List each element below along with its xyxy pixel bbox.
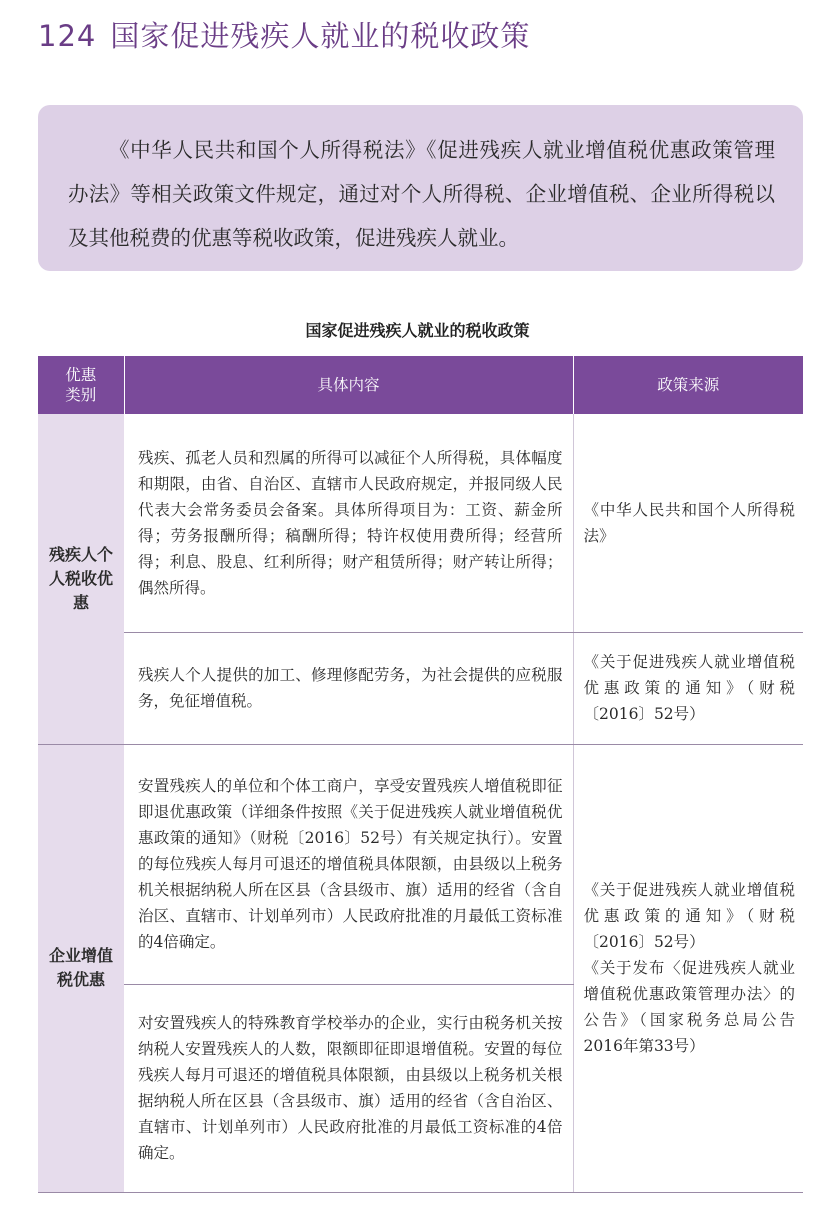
source-cell: 《关于促进残疾人就业增值税优惠政策的通知》（财税〔2016〕52号） [573, 632, 803, 744]
content-cell: 残疾人个人提供的加工、修理修配劳务，为社会提供的应税服务，免征增值税。 [124, 632, 573, 744]
intro-text: 《中华人民共和国个人所得税法》《促进残疾人就业增值税优惠政策管理办法》等相关政策文件规定，通过对个人所得税、企业增值税、企业所得税以及其他税费的优惠等税收政策，促进残疾人就业。 [68, 138, 775, 250]
table-caption: 国家促进残疾人就业的税收政策 [305, 321, 530, 340]
content-cell: 安置残疾人的单位和个体工商户，享受安置残疾人增值税即征即退优惠政策（详细条件按照《关于促进残疾人就业增值税优惠政策的通知》（财税〔2016〕52号）有关规定执行）。安置的每位残疾人每月可退还的增值税具体限额，由县级以上税务机关根据纳税人所在区县（含县级市、旗）适用的经省（含自治区、直辖市、计划单列市）人民政府批准的月最低工资标准的4倍确定。 [124, 744, 573, 984]
page-number: 124 [38, 19, 97, 53]
source-cell: 《中华人民共和国个人所得税法》 [573, 414, 803, 632]
page-heading: 国家促进残疾人就业的税收政策 [110, 19, 531, 53]
source-line: 《关于促进残疾人就业增值税优惠政策的通知》（财税〔2016〕52号） [583, 881, 795, 951]
table-row [38, 632, 803, 744]
table-row [38, 414, 803, 632]
category-cell: 企业增值税优惠 [38, 744, 124, 1192]
source-cell [573, 744, 803, 1192]
table-row [38, 744, 803, 984]
content-cell: 对安置残疾人的特殊教育学校举办的企业，实行由税务机关按纳税人安置残疾人的人数，限额即征即退增值税。安置的每位残疾人每月可退还的增值税具体限额，由县级以上税务机关根据纳税人所在区县（含县级市、旗）适用的经省（含自治区、直辖市、计划单列市）人民政府批准的月最低工资标准的4倍确定。 [124, 984, 573, 1192]
page-title [38, 14, 530, 55]
table-header-row [38, 356, 803, 414]
content-cell: 残疾、孤老人员和烈属的所得可以减征个人所得税，具体幅度和期限，由省、自治区、直辖市人民政府规定，并报同级人民代表大会常务委员会备案。具体所得项目为：工资、薪金所得；劳务报酬所得；稿酬所得；特许权使用费所得；经营所得；利息、股息、红利所得；财产租赁所得；财产转让所得；偶然所得。 [124, 414, 573, 632]
header-category: 优惠类别 [38, 356, 124, 414]
intro-box [38, 105, 803, 271]
source-line: 《关于发布〈促进残疾人就业增值税优惠政策管理办法〉的公告》（国家税务总局公告2016年第33号） [583, 959, 795, 1055]
category-cell: 残疾人个人税收优惠 [38, 414, 124, 744]
header-content: 具体内容 [124, 356, 573, 414]
policy-table [38, 356, 803, 1193]
header-source: 政策来源 [573, 356, 803, 414]
